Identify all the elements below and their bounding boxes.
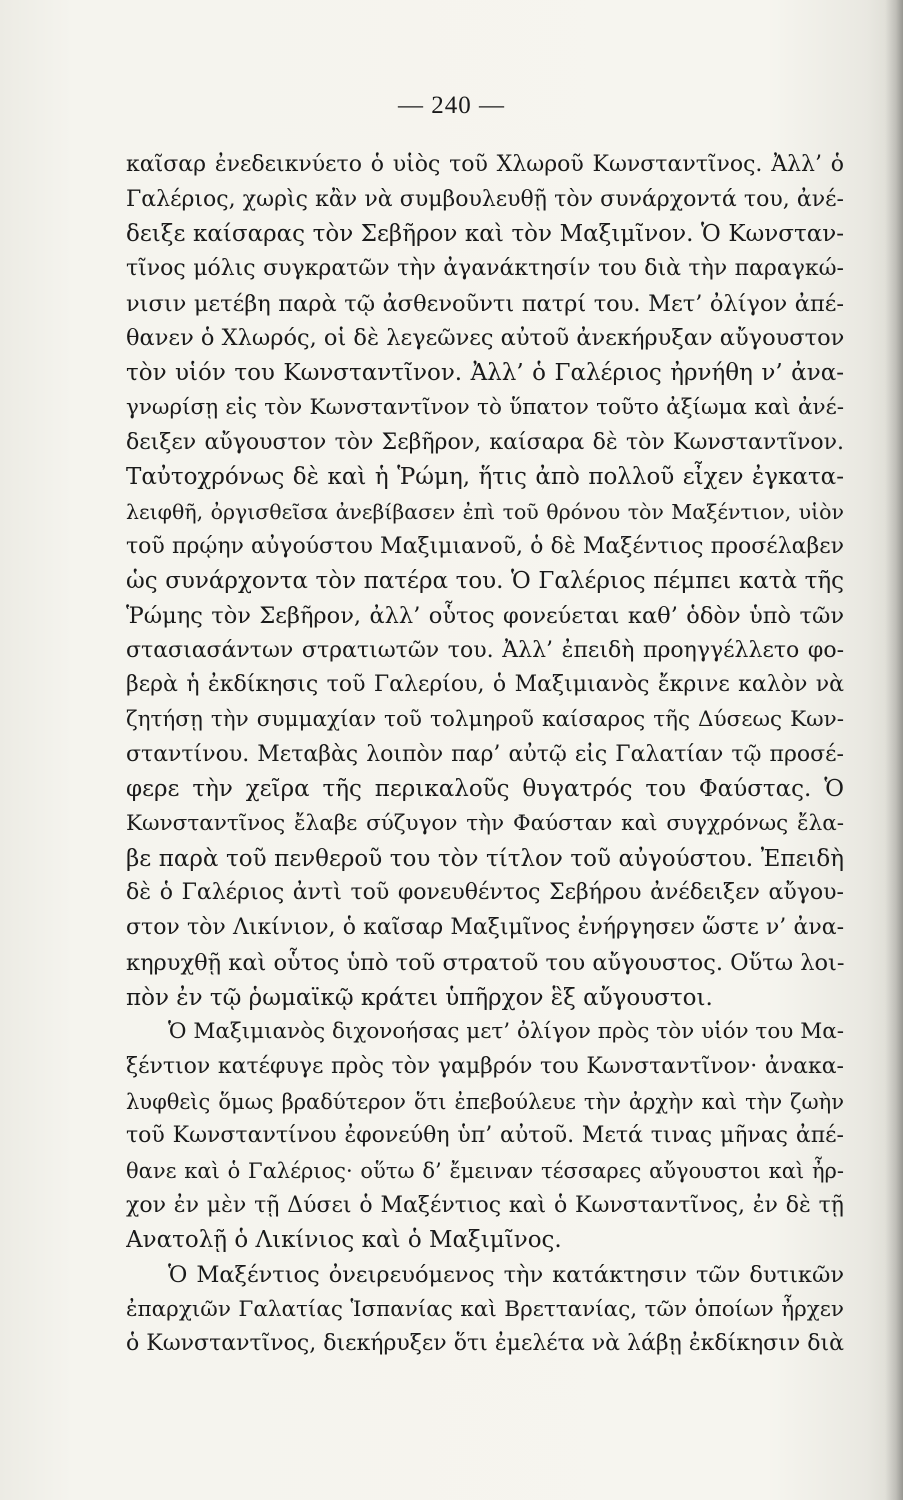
text-line: λυφθεὶς ὅμως βραδύτερον ὅτι ἐπεβούλευε τὴν ἀρχὴν καὶ τὴν ζωὴν <box>126 1089 844 1114</box>
text-line: βερὰ ἡ ἐκδίκησις τοῦ Γαλερίου, ὁ Μαξιμιανὸς ἔκρινε καλὸν νὰ <box>126 672 844 698</box>
text-line: τοῦ πρῴην αὐγούστου Μαξιμιανοῦ, ὁ δὲ Μαξέντιος προσέλαβεν <box>126 533 844 559</box>
text-line: Ὁ Μαξέντιος ὀνειρευόμενος τὴν κατάκτησιν τῶν δυτικῶν <box>168 1262 844 1288</box>
text-line: στον τὸν Λικίνιον, ὁ καῖσαρ Μαξιμῖνος ἐνήργησεν ὥστε ν’ ἀνα- <box>126 915 844 941</box>
text-line: γνωρίσῃ εἰς τὸν Κωνσταντῖνον τὸ ὕπατον τοῦτο ἀξίωμα καὶ ἀνέ- <box>126 394 844 420</box>
text-line: θανε καὶ ὁ Γαλέριος· οὕτω δ’ ἔμειναν τέσσαρες αὔγουστοι καὶ ἦρ- <box>126 1158 844 1183</box>
paragraph <box>126 1015 844 1258</box>
paragraph <box>126 148 844 1015</box>
text-line: ἐπαρχιῶν Γαλατίας Ἱσπανίας καὶ Βρεττανίας, τῶν ὁποίων ἦρχεν <box>126 1296 844 1322</box>
text-line: Κωνσταντῖνος ἔλαβε σύζυγον τὴν Φαύσταν καὶ συγχρόνως ἔλα- <box>126 811 844 837</box>
text-line: Ταὐτοχρόνως δὲ καὶ ἡ Ῥώμη, ἥτις ἀπὸ πολλοῦ εἶχεν ἐγκατα- <box>126 464 844 491</box>
text-line: φερε τὴν χεῖρα τῆς περικαλοῦς θυγατρός του Φαύστας. Ὁ <box>126 776 844 803</box>
text-line: δὲ ὁ Γαλέριος ἀντὶ τοῦ φονευθέντος Σεβήρου ἀνέδειξεν αὔγου- <box>126 880 844 906</box>
text-line: στασιασάντων στρατιωτῶν του. Ἀλλ’ ἐπειδὴ προηγγέλλετο φο- <box>126 637 844 663</box>
text-line: λειφθῆ, ὀργισθεῖσα ἀνεβίβασεν ἐπὶ τοῦ θρόνου τὸν Μαξέντιον, υἱὸν <box>126 499 844 524</box>
text-line: δειξεν αὔγουστον τὸν Σεβῆρον, καίσαρα δὲ τὸν Κωνσταντῖνον. <box>126 429 844 455</box>
text-line: καῖσαρ ἐνεδεικνύετο ὁ υἱὸς τοῦ Χλωροῦ Κωνσταντῖνος. Ἀλλ’ ὁ <box>126 152 844 177</box>
text-line: ὡς συνάρχοντα τὸν πατέρα του. Ὁ Γαλέριος πέμπει κατὰ τῆς <box>126 568 844 595</box>
text-line: θανεν ὁ Χλωρός, οἱ δὲ λεγεῶνες αὐτοῦ ἀνεκήρυξαν αὔγουστον <box>126 325 844 352</box>
body-text <box>126 148 844 1362</box>
text-line: κηρυχθῇ καὶ οὗτος ὑπὸ τοῦ στρατοῦ του αὔγουστος. Οὕτω λοι- <box>126 949 844 976</box>
text-line: τῖνος μόλις συγκρατῶν τὴν ἀγανάκτησίν του διὰ τὴν παραγκώ- <box>126 256 844 282</box>
text-line: Ανατολῇ ὁ Λικίνιος καὶ ὁ Μαξιμῖνος. <box>126 1227 562 1254</box>
text-line: Ῥώμης τὸν Σεβῆρον, ἀλλ’ οὗτος φονεύεται καθ’ ὁδὸν ὑπὸ τῶν <box>126 602 844 629</box>
text-line: Γαλέριος, χωρὶς κἂν νὰ συμβουλευθῇ τὸν συνάρχοντά του, ἀνέ- <box>126 186 844 212</box>
text-line: τοῦ Κωνσταντίνου ἐφονεύθη ὑπ’ αὐτοῦ. Μετά τινας μῆνας ἀπέ- <box>126 1123 844 1149</box>
text-line: βε παρὰ τοῦ πενθεροῦ του τὸν τίτλον τοῦ αὐγούστου. Ἐπειδὴ <box>126 845 844 872</box>
text-line: πὸν ἐν τῷ ῥωμαϊκῷ κράτει ὑπῆρχον ἓξ αὔγουστοι. <box>126 984 713 1011</box>
text-line: ξέντιον κατέφυγε πρὸς τὸν γαμβρόν του Κωνσταντῖνον· ἀνακα- <box>126 1053 844 1079</box>
page-number: — 240 — <box>398 92 505 119</box>
text-line: χον ἐν μὲν τῇ Δύσει ὁ Μαξέντιος καὶ ὁ Κωνσταντῖνος, ἐν δὲ τῇ <box>126 1192 844 1218</box>
text-line: ζητήσῃ τὴν συμμαχίαν τοῦ τολμηροῦ καίσαρος τῆς Δύσεως Κων- <box>126 707 844 732</box>
text-line: ὁ Κωνσταντῖνος, διεκήρυξεν ὅτι ἐμελέτα νὰ λάβῃ ἐκδίκησιν διὰ <box>126 1331 844 1357</box>
text-line: σταντίνου. Μεταβὰς λοιπὸν παρ’ αὐτῷ εἰς Γαλατίαν τῷ προσέ- <box>126 741 844 767</box>
text-line: Ὁ Μαξιμιανὸς διχονοήσας μετ’ ὀλίγον πρὸς τὸν υἱόν του Μα- <box>168 1019 844 1045</box>
page-edge-shadow <box>885 0 903 1500</box>
paragraph <box>126 1258 844 1362</box>
text-line: νισιν μετέβη παρὰ τῷ ἀσθενοῦντι πατρί του. Μετ’ ὀλίγον ἀπέ- <box>126 290 844 317</box>
text-line: τὸν υἱόν του Κωνσταντῖνον. Ἀλλ’ ὁ Γαλέριος ἠρνήθη ν’ ἀνα- <box>126 360 844 387</box>
text-line: δειξε καίσαρας τὸν Σεβῆρον καὶ τὸν Μαξιμῖνον. Ὁ Κωνσταν- <box>126 221 844 248</box>
